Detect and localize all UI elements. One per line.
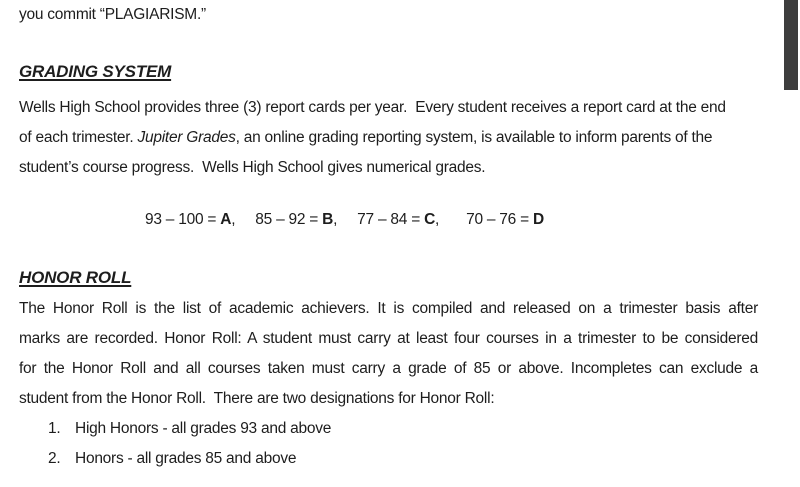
list-item — [48, 444, 758, 474]
paragraph-line: Wells High School provides three (3) report cards per year. Every student receives a report card at the end — [19, 99, 726, 116]
grade-scale-segment-c — [357, 211, 439, 228]
grade-letter: A — [220, 211, 232, 228]
grade-separator: , — [435, 211, 440, 228]
grade-letter: C — [424, 211, 436, 228]
grade-range: 70 – 76 = — [466, 211, 533, 228]
grade-letter: B — [322, 211, 334, 228]
grading-paragraph — [19, 93, 758, 183]
jupiter-grades-italic: Jupiter Grades — [137, 129, 236, 146]
grade-letter: D — [532, 211, 544, 228]
paragraph-text: of each trimester. — [19, 129, 138, 146]
paragraph-line: student’s course progress. Wells High School gives numerical grades. — [19, 159, 486, 176]
grade-range: 93 – 100 = — [145, 211, 221, 228]
list-item-text: High Honors - all grades 93 and above — [75, 420, 332, 437]
paragraph-line: The Honor Roll is the list of academic achievers. It is compiled and released on a trimester basis after — [19, 300, 758, 317]
grade-range: 77 – 84 = — [357, 211, 425, 228]
paragraph-line: student from the Honor Roll. There are two designations for Honor Roll: — [19, 390, 495, 407]
grade-scale-segment-a — [145, 211, 235, 228]
honor-roll-list — [19, 414, 758, 474]
grade-scale-segment-b — [255, 211, 337, 228]
honor-roll-heading: HONOR ROLL — [19, 268, 132, 287]
honor-roll-paragraph — [19, 294, 758, 414]
list-item-number: 1. — [48, 420, 61, 437]
grade-scale-segment-d — [466, 211, 544, 228]
list-item-text: Honors - all grades 85 and above — [75, 450, 297, 467]
document-content — [19, 0, 758, 474]
paragraph-line: marks are recorded. Honor Roll: A student must carry at least four courses in a trimester to be considered — [19, 330, 758, 347]
grade-separator: , — [231, 211, 236, 228]
paragraph-line: for the Honor Roll and all courses taken must carry a grade of 85 or above. Incompletes can exclude a — [19, 360, 758, 377]
grading-system-heading: GRADING SYSTEM — [19, 62, 172, 81]
paragraph-line — [19, 123, 758, 153]
grade-scale-line — [19, 210, 758, 230]
grade-range: 85 – 92 = — [255, 211, 323, 228]
intro-line: you commit “PLAGIARISM.” — [19, 6, 206, 23]
paragraph-text: , an online grading reporting system, is available to inform parents of the — [235, 129, 713, 146]
grade-separator: , — [333, 211, 338, 228]
list-item — [48, 414, 758, 444]
scrollbar-thumb[interactable] — [784, 0, 798, 90]
list-item-number: 2. — [48, 450, 61, 467]
